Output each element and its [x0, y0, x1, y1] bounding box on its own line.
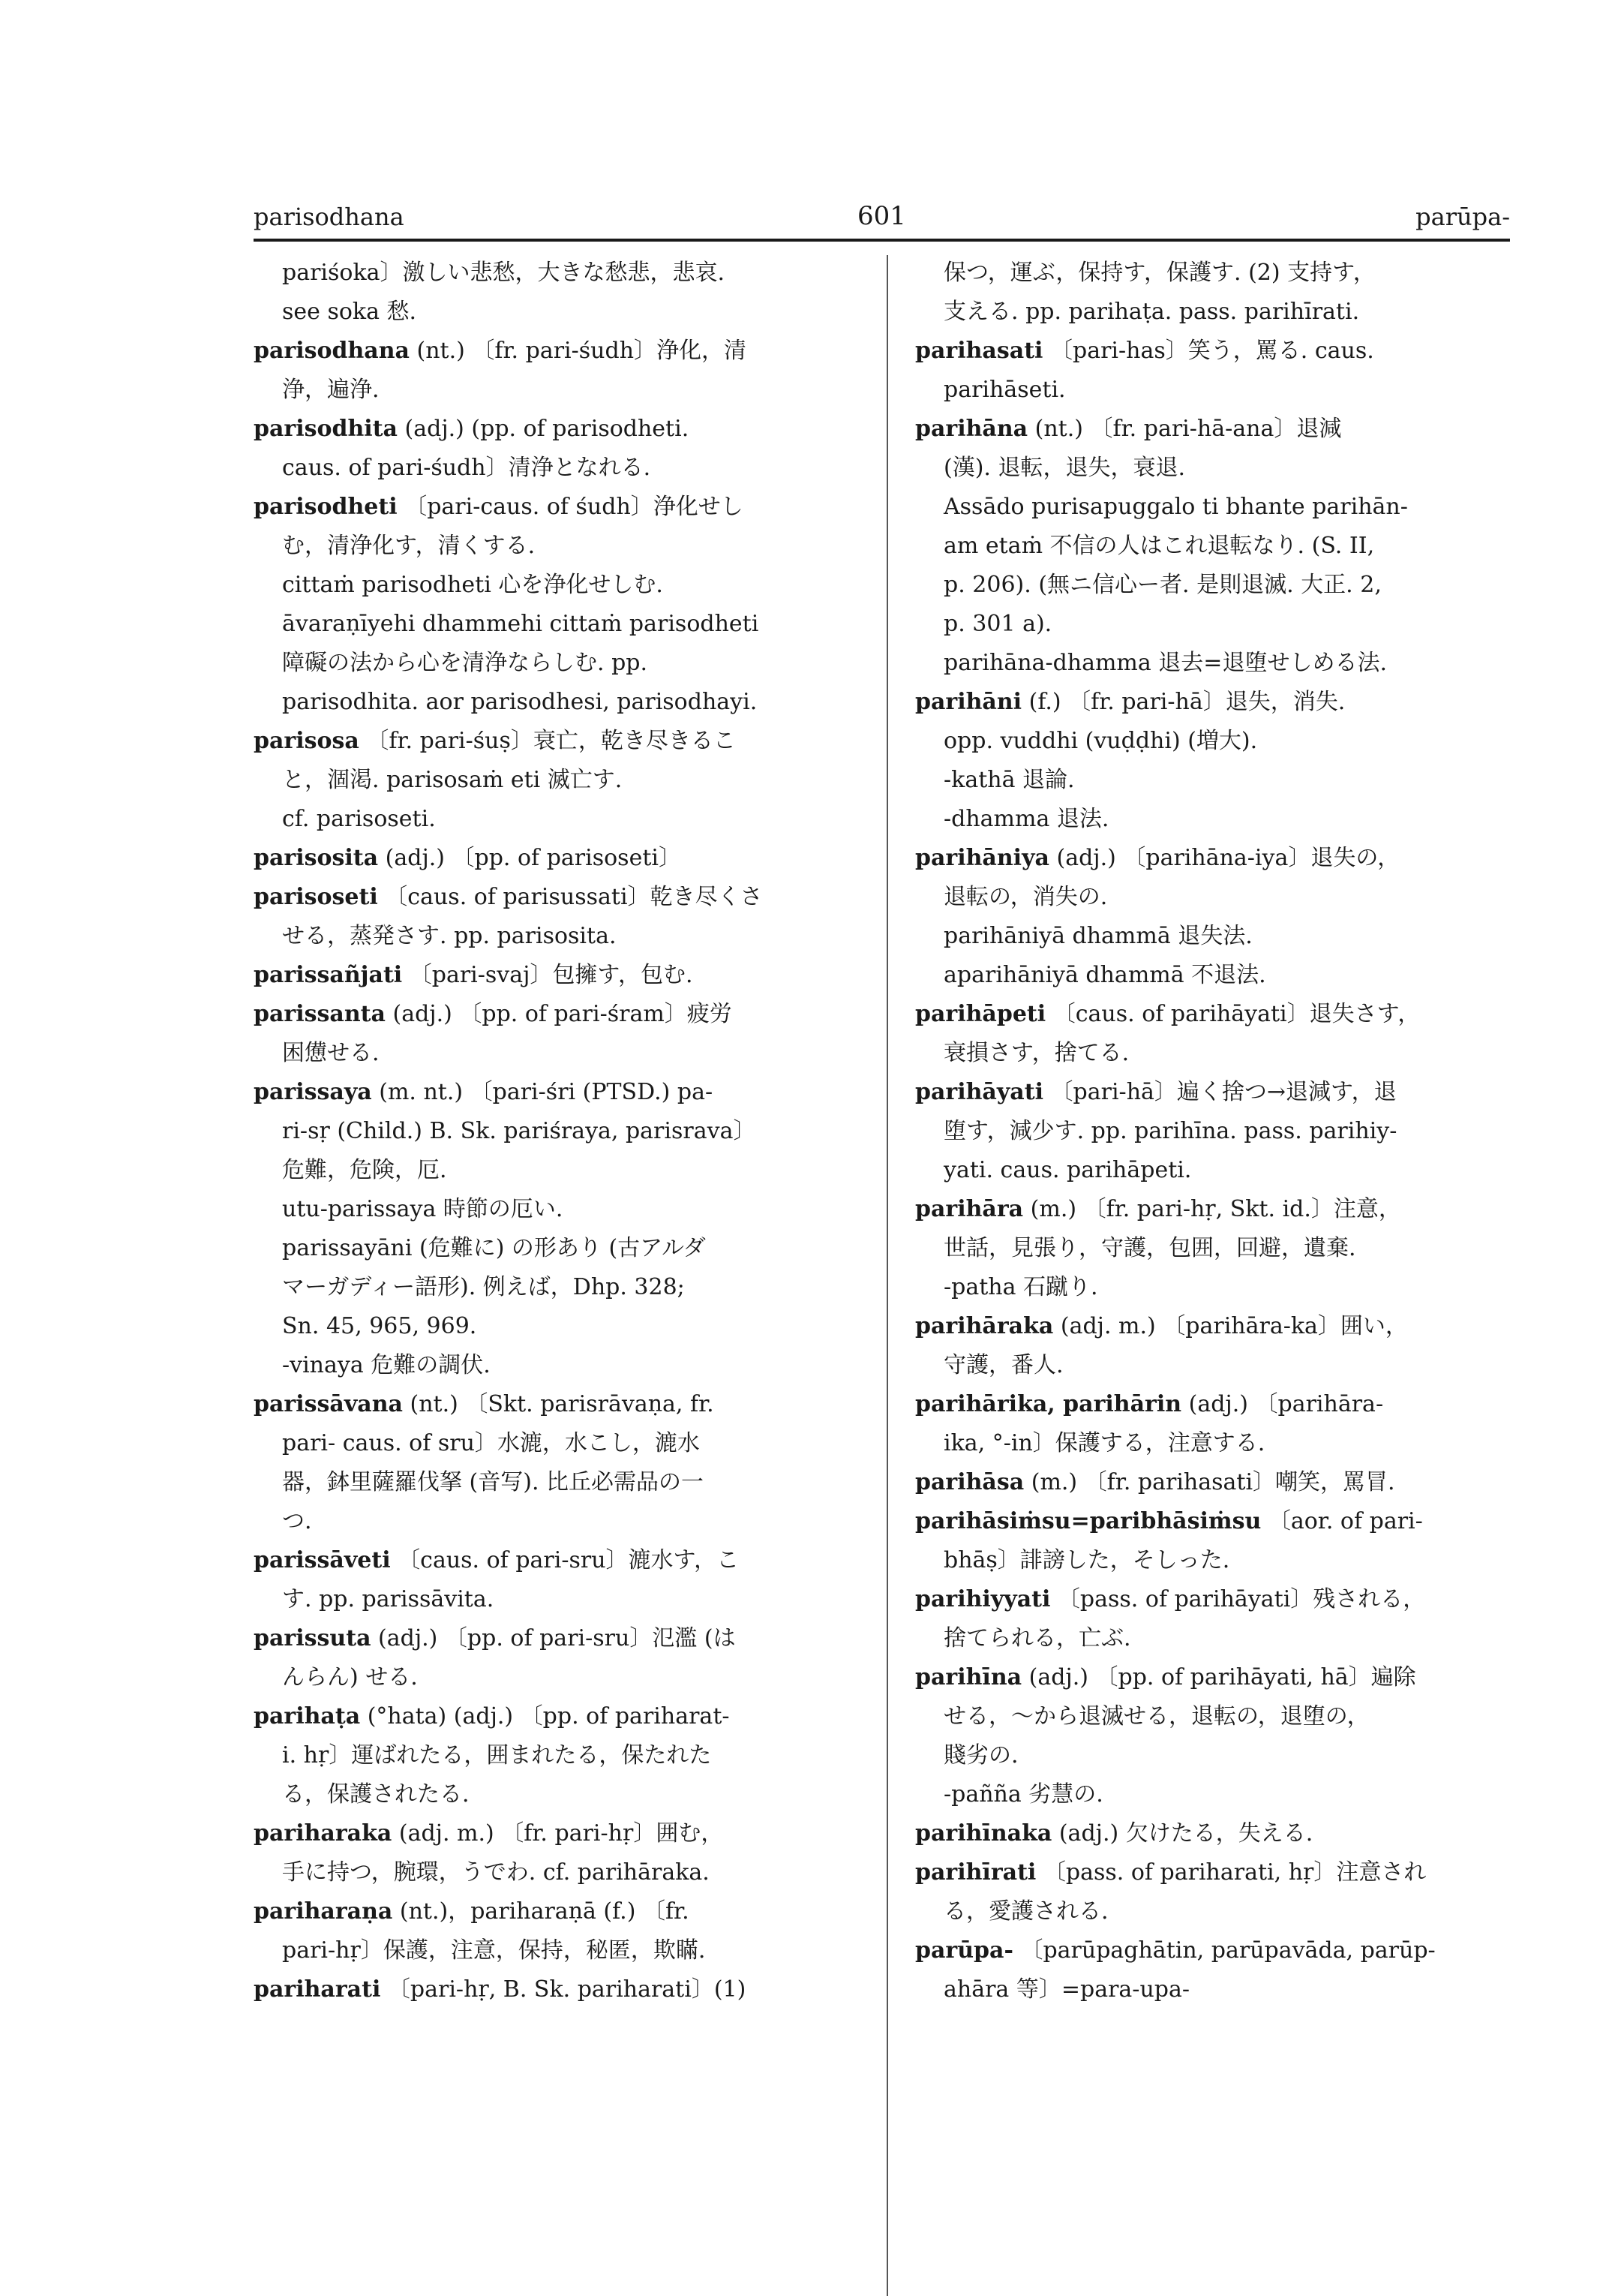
entry-headword: parihāpeti	[915, 1001, 1046, 1027]
entry-text: (nt.)，pariharaṇā (f.) 〔fr.	[392, 1898, 689, 1925]
dictionary-entry-line	[254, 1541, 857, 1580]
dictionary-entry-line	[915, 1307, 1511, 1346]
entry-text: 支える. pp. parihaṭa. pass. parihīrati.	[944, 299, 1360, 325]
entry-text: と，涸渇. parisosaṁ eti 滅亡す.	[282, 767, 623, 793]
header-rule	[254, 239, 1510, 242]
entry-text: マーガディー語形). 例えば，Dhp. 328;	[282, 1274, 685, 1300]
entry-text: (adj. m.) 〔parihāra-ka〕囲い，	[1053, 1313, 1408, 1339]
dictionary-continuation-line	[915, 1619, 1511, 1658]
dictionary-continuation-line	[254, 1151, 857, 1190]
entry-text: 堕す，減少す. pp. parihīna. pass. parihiy-	[944, 1118, 1397, 1144]
dictionary-entry-line	[915, 683, 1511, 722]
dictionary-entry-line	[254, 1073, 857, 1112]
entry-headword: parissuta	[254, 1625, 371, 1651]
dictionary-entry-line	[915, 1853, 1511, 1892]
dictionary-continuation-line	[254, 800, 857, 839]
entry-text: 困憊せる.	[282, 1040, 380, 1066]
entry-text: 衰損さす，捨てる.	[944, 1040, 1130, 1066]
entry-text: 〔pari-hṛ, B. Sk. pariharati〕(1)	[380, 1976, 746, 2003]
dictionary-entry-line	[915, 1190, 1511, 1229]
dictionary-continuation-line	[915, 605, 1511, 644]
entry-text: 手に持つ，腕環，うでわ. cf. parihāraka.	[282, 1859, 710, 1886]
entry-text: (adj.) 〔pp. of parihāyati, hā〕遍除	[1022, 1664, 1416, 1690]
dictionary-continuation-line	[915, 722, 1511, 761]
entry-text: am etaṁ 不信の人はこれ退転なり. (S. II,	[944, 533, 1375, 559]
dictionary-entry-line	[915, 332, 1511, 371]
dictionary-entry-line	[915, 1931, 1511, 1970]
entry-text: 保つ，運ぶ，保持す，保護す. (2) 支持す，	[944, 260, 1376, 286]
entry-headword: parihāyati	[915, 1079, 1043, 1105]
entry-text: (m. nt.) 〔pari-śri (PTSD.) pa-	[371, 1079, 713, 1105]
entry-headword: parisosa	[254, 728, 359, 754]
entry-text: す. pp. parissāvita.	[282, 1586, 494, 1612]
dictionary-continuation-line	[915, 293, 1511, 332]
entry-text: 〔caus. of parisussati〕乾き尽くさ	[377, 884, 763, 910]
entry-text: ahāra 等〕=para-upa-	[944, 1976, 1190, 2003]
entry-text: parihāna-dhamma 退去=退堕せしめる法.	[944, 650, 1387, 676]
dictionary-continuation-line	[915, 1775, 1511, 1814]
entry-headword: parihīnaka	[915, 1820, 1052, 1847]
entry-headword: parisodheti	[254, 494, 398, 520]
entry-text: p. 301 a).	[944, 611, 1052, 637]
entry-text: る，愛護される.	[944, 1898, 1109, 1925]
entry-headword: parihasati	[915, 338, 1043, 364]
dictionary-continuation-line	[254, 1112, 857, 1151]
entry-headword: parihāni	[915, 689, 1022, 715]
entry-text: 〔pari-has〕笑う，罵る. caus.	[1043, 338, 1374, 364]
page-header	[254, 197, 1510, 240]
entry-text: 〔pari-hā〕遍く捨つ→退減す，退	[1043, 1079, 1397, 1105]
dictionary-entry-line	[254, 839, 857, 878]
entry-text: Assādo purisapuggalo ti bhante parihān-	[944, 494, 1408, 520]
entry-text: (adj.) 欠けたる，失える.	[1052, 1820, 1313, 1847]
entry-text: せる，～から退滅せる，退転の，退堕の，	[944, 1703, 1370, 1730]
entry-text: 障礙の法から心を清浄ならしむ. pp.	[282, 650, 648, 676]
dictionary-continuation-line	[915, 1112, 1511, 1151]
entry-text: cittaṁ parisodheti 心を浄化せしむ.	[282, 572, 663, 598]
dictionary-continuation-line	[915, 1346, 1511, 1385]
column-divider	[887, 255, 888, 2296]
entry-text: (adj.) (pp. of parisodheti.	[398, 416, 689, 442]
entry-headword: parihīrati	[915, 1859, 1037, 1886]
entry-text: pariśoka〕激しい悲愁，大きな愁悲，悲哀.	[282, 260, 725, 286]
entry-text: 〔caus. of parihāyati〕退失さす，	[1046, 1001, 1421, 1027]
entry-text: -vinaya 危難の調伏.	[282, 1352, 491, 1378]
entry-text: 世話，見張り，守護，包囲，回避，遺棄.	[944, 1235, 1356, 1261]
entry-text: (m.) 〔fr. pari-hṛ, Skt. id.〕注意，	[1023, 1196, 1401, 1222]
entry-text: 守護，番人.	[944, 1352, 1064, 1378]
dictionary-continuation-line	[915, 1229, 1511, 1268]
dictionary-continuation-line	[915, 1892, 1511, 1931]
dictionary-continuation-line	[915, 1424, 1511, 1463]
entry-text: i. hṛ〕運ばれたる，囲まれたる，保たれた	[282, 1742, 712, 1769]
entry-headword: parihāraka	[915, 1313, 1054, 1339]
entry-text: (adj.) 〔pp. of pari-sru〕氾濫 (は	[371, 1625, 736, 1651]
left-column	[254, 254, 857, 2009]
dictionary-continuation-line	[915, 1970, 1511, 2009]
entry-headword: parihāra	[915, 1196, 1024, 1222]
dictionary-entry-line	[915, 1814, 1511, 1853]
entry-text: cf. parisoseti.	[282, 806, 436, 832]
dictionary-entry-line	[254, 722, 857, 761]
dictionary-entry-line	[915, 1385, 1511, 1424]
dictionary-entry-line	[915, 839, 1511, 878]
dictionary-entry-line	[254, 1619, 857, 1658]
entry-text: parihāseti.	[944, 377, 1066, 403]
dictionary-continuation-line	[254, 1268, 857, 1307]
dictionary-continuation-line	[915, 761, 1511, 800]
dictionary-continuation-line	[915, 917, 1511, 956]
dictionary-continuation-line	[254, 1463, 857, 1502]
entry-text: (nt.) 〔fr. pari-hā-ana〕退減	[1028, 416, 1342, 442]
entry-text: bhāṣ〕誹謗した，そしった.	[944, 1547, 1230, 1573]
entry-text: 〔pari-caus. of śudh〕浄化せし	[397, 494, 743, 520]
entry-headword: pariharati	[254, 1976, 381, 2003]
entry-text: pari-hṛ〕保護，注意，保持，秘匿，欺瞞.	[282, 1937, 706, 1964]
dictionary-continuation-line	[254, 1424, 857, 1463]
page-number: 601	[857, 201, 906, 231]
entry-text: Sn. 45, 965, 969.	[282, 1313, 477, 1339]
entry-text: 〔pari-svaj〕包擁す，包む.	[402, 962, 693, 988]
entry-text: ri-sṛ (Child.) B. Sk. pariśraya, parisrava〕	[282, 1118, 756, 1144]
dictionary-entry-line	[254, 1970, 857, 2009]
entry-headword: parihāniya	[915, 845, 1049, 871]
entry-text: aparihāniyā dhammā 不退法.	[944, 962, 1266, 988]
entry-headword: parissañjati	[254, 962, 403, 988]
dictionary-entry-line	[254, 1814, 857, 1853]
entry-text: 〔parūpaghātin, parūpavāda, parūp-	[1013, 1937, 1436, 1964]
dictionary-continuation-line	[254, 1190, 857, 1229]
entry-text: -pañña 劣慧の.	[944, 1781, 1103, 1808]
entry-text: 〔aor. of pari-	[1261, 1508, 1423, 1534]
entry-text: 賤劣の.	[944, 1742, 1019, 1769]
entry-text: opp. vuddhi (vuḍḍhi) (増大).	[944, 728, 1258, 754]
dictionary-continuation-line	[254, 1502, 857, 1541]
dictionary-entry-line	[915, 1073, 1511, 1112]
dictionary-continuation-line	[254, 1034, 857, 1073]
entry-text: (nt.) 〔fr. pari-śudh〕浄化，清	[410, 338, 747, 364]
dictionary-continuation-line	[915, 1151, 1511, 1190]
entry-text: 浄，遍浄.	[282, 377, 380, 403]
dictionary-continuation-line	[915, 254, 1511, 293]
entry-text: んらん) せる.	[282, 1664, 418, 1690]
entry-text: yati. caus. parihāpeti.	[944, 1157, 1192, 1183]
entry-text: 捨てられる，亡ぶ.	[944, 1625, 1131, 1651]
dictionary-continuation-line	[915, 566, 1511, 605]
entry-text: 〔pass. of pariharati, hṛ〕注意され	[1036, 1859, 1427, 1886]
entry-text: 器，鉢里薩羅伐拏 (音写). 比丘必需品の一	[282, 1469, 704, 1495]
dictionary-continuation-line	[254, 1580, 857, 1619]
entry-headword: parissāvana	[254, 1391, 403, 1417]
dictionary-entry-line	[254, 488, 857, 527]
entry-headword: parihārika, parihārin	[915, 1391, 1182, 1417]
entry-headword: parissanta	[254, 1001, 386, 1027]
dictionary-entry-line	[915, 1658, 1511, 1697]
dictionary-continuation-line	[254, 1229, 857, 1268]
entry-text: caus. of pari-śudh〕清浄となれる.	[282, 455, 651, 481]
dictionary-continuation-line	[254, 1658, 857, 1697]
entry-text: る，保護されたる.	[282, 1781, 470, 1808]
entry-text: see soka 愁.	[282, 299, 417, 325]
dictionary-entry-line	[915, 1502, 1511, 1541]
entry-text: parisodhita. aor parisodhesi, parisodhayi.	[282, 689, 758, 715]
dictionary-continuation-line	[254, 527, 857, 566]
entry-headword: parisodhana	[254, 338, 410, 364]
entry-headword: parihāna	[915, 416, 1028, 442]
dictionary-continuation-line	[254, 293, 857, 332]
dictionary-entry-line	[254, 1697, 857, 1736]
entry-headword: parisoseti	[254, 884, 378, 910]
dictionary-continuation-line	[915, 1697, 1511, 1736]
dictionary-continuation-line	[254, 566, 857, 605]
dictionary-continuation-line	[254, 254, 857, 293]
entry-text: 危難，危険，厄.	[282, 1157, 447, 1183]
entry-text: pari- caus. of sru〕水漉，水こし，漉水	[282, 1430, 700, 1456]
entry-text: (adj.) 〔parihāra-	[1181, 1391, 1384, 1417]
dictionary-continuation-line	[254, 644, 857, 683]
entry-text: (漢). 退転，退失，衰退.	[944, 455, 1186, 481]
dictionary-entry-line	[254, 1385, 857, 1424]
header-left-guideword: parisodhana	[254, 203, 404, 231]
dictionary-continuation-line	[254, 449, 857, 488]
dictionary-continuation-line	[915, 371, 1511, 410]
entry-text: 〔pass. of parihāyati〕残される，	[1050, 1586, 1426, 1612]
dictionary-continuation-line	[254, 1346, 857, 1385]
entry-headword: parihāsiṁsu=paribhāsiṁsu	[915, 1508, 1262, 1534]
entry-text: (nt.) 〔Skt. parisrāvaṇa, fr.	[402, 1391, 714, 1417]
entry-text: 〔caus. of pari-sru〕漉水す，こ	[390, 1547, 740, 1573]
entry-text: āvaraṇīyehi dhammehi cittaṁ parisodheti	[282, 611, 759, 637]
entry-text: (°hata) (adj.) 〔pp. of pariharat-	[360, 1703, 730, 1730]
dictionary-continuation-line	[254, 1775, 857, 1814]
dictionary-continuation-line	[254, 1931, 857, 1970]
dictionary-continuation-line	[915, 1736, 1511, 1775]
dictionary-entry-line	[915, 1580, 1511, 1619]
entry-text: (f.) 〔fr. pari-hā〕退失，消失.	[1022, 689, 1346, 715]
right-column	[915, 254, 1511, 2009]
entry-text: -patha 石蹴り.	[944, 1274, 1098, 1300]
entry-text: (adj. m.) 〔fr. pari-hṛ〕囲む，	[392, 1820, 724, 1847]
dictionary-continuation-line	[254, 761, 857, 800]
entry-headword: parisosita	[254, 845, 379, 871]
entry-text: ika, °-in〕保護する，注意する.	[944, 1430, 1265, 1456]
dictionary-continuation-line	[254, 605, 857, 644]
dictionary-entry-line	[254, 1892, 857, 1931]
dictionary-continuation-line	[915, 644, 1511, 683]
entry-text: つ.	[282, 1508, 312, 1534]
dictionary-continuation-line	[254, 1736, 857, 1775]
dictionary-entry-line	[915, 410, 1511, 449]
entry-headword: pariharaṇa	[254, 1898, 393, 1925]
dictionary-continuation-line	[915, 878, 1511, 917]
entry-text: (m.) 〔fr. parihasati〕嘲笑，罵冒.	[1024, 1469, 1395, 1495]
dictionary-continuation-line	[915, 527, 1511, 566]
dictionary-continuation-line	[915, 488, 1511, 527]
dictionary-continuation-line	[254, 1853, 857, 1892]
dictionary-continuation-line	[915, 449, 1511, 488]
dictionary-entry-line	[254, 410, 857, 449]
dictionary-continuation-line	[254, 1307, 857, 1346]
dictionary-entry-line	[254, 878, 857, 917]
entry-text: parihāniyā dhammā 退失法.	[944, 923, 1253, 949]
entry-text: -dhamma 退法.	[944, 806, 1109, 832]
entry-text: 〔fr. pari-śuṣ〕衰亡，乾き尽きるこ	[359, 728, 736, 754]
dictionary-entry-line	[915, 1463, 1511, 1502]
dictionary-continuation-line	[915, 1268, 1511, 1307]
entry-headword: parihāsa	[915, 1469, 1025, 1495]
entry-headword: parissaya	[254, 1079, 372, 1105]
entry-headword: parihīna	[915, 1664, 1022, 1690]
entry-text: (adj.) 〔pp. of pari-śram〕疲労	[385, 1001, 732, 1027]
entry-text: parissayāni (危難に) の形あり (古アルダ	[282, 1235, 706, 1261]
entry-text: p. 206). (無ニ信心ー者. 是則退滅. 大正. 2,	[944, 572, 1382, 598]
dictionary-continuation-line	[915, 1541, 1511, 1580]
entry-headword: parihiyyati	[915, 1586, 1051, 1612]
entry-headword: parūpa-	[915, 1937, 1013, 1964]
dictionary-entry-line	[915, 995, 1511, 1034]
dictionary-entry-line	[254, 995, 857, 1034]
entry-headword: parihaṭa	[254, 1703, 361, 1730]
dictionary-entry-line	[254, 332, 857, 371]
entry-headword: parissāveti	[254, 1547, 391, 1573]
dictionary-continuation-line	[915, 800, 1511, 839]
entry-text: せる，蒸発さす. pp. parisosita.	[282, 923, 617, 949]
entry-text: (adj.) 〔pp. of parisoseti〕	[378, 845, 681, 871]
entry-text: 退転の，消失の.	[944, 884, 1108, 910]
entry-text: む，清浄化す，清くする.	[282, 533, 536, 559]
dictionary-continuation-line	[915, 956, 1511, 995]
entry-text: utu-parissaya 時節の厄い.	[282, 1196, 563, 1222]
dictionary-continuation-line	[254, 917, 857, 956]
entry-text: (adj.) 〔parihāna-iya〕退失の，	[1049, 845, 1400, 871]
entry-text: -kathā 退論.	[944, 767, 1075, 793]
entry-headword: parisodhita	[254, 416, 398, 442]
header-right-guideword: parūpa-	[1415, 203, 1510, 231]
entry-headword: pariharaka	[254, 1820, 392, 1847]
dictionary-entry-line	[254, 956, 857, 995]
dictionary-continuation-line	[254, 371, 857, 410]
dictionary-continuation-line	[915, 1034, 1511, 1073]
dictionary-continuation-line	[254, 683, 857, 722]
